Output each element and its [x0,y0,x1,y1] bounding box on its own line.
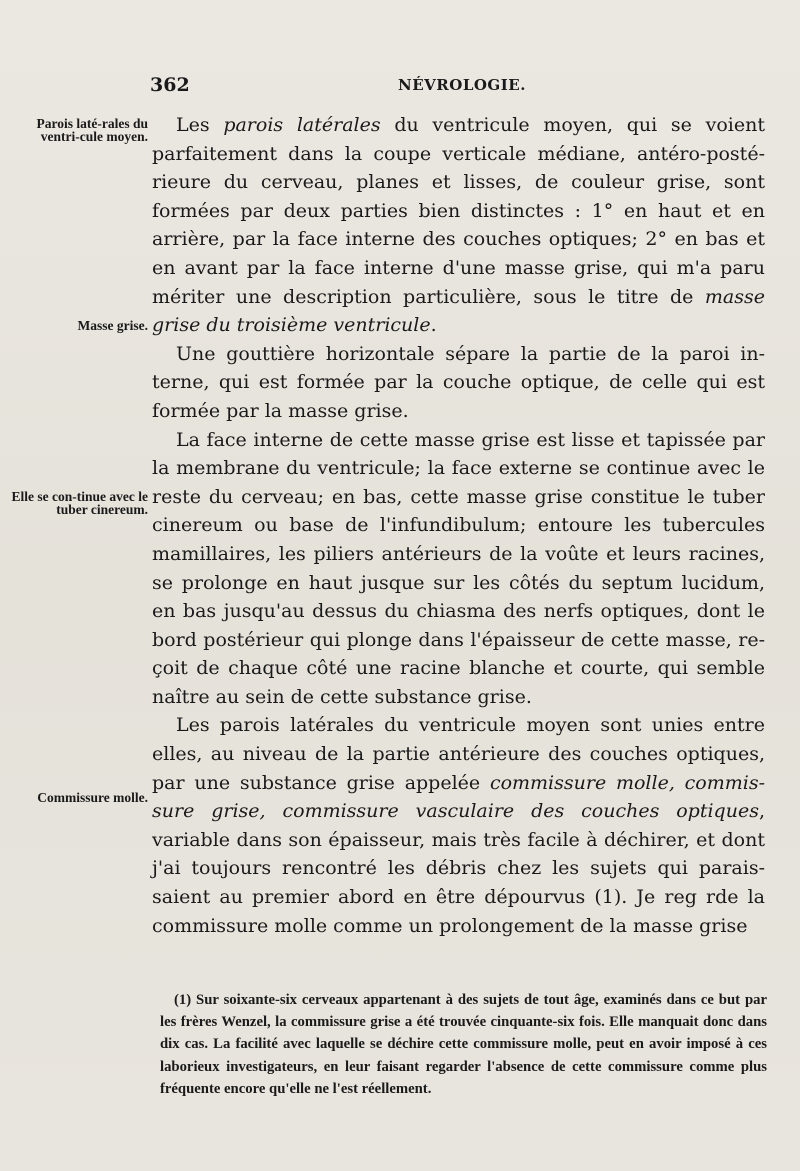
italic-term: masse grise du troisième ventricule [152,285,765,337]
footnote-text: (1) Sur soixante-six cerveaux appartenant à des sujets de tout âge, examinés dans ce but par les frères Wenzel, la commissure grise a été trouvée cinquante-six fois. Elle manquait donc dans dix cas. La facilité avec laquelle se déchire cette commissure molle, peut en avoir imposé à ces laborieux investigateurs, en leur faisant regarder l'absence de cette commissure comme plus fréquente encore qu'elle ne l'est réellement. [160,992,767,1097]
text-run: , variable dans son épaisseur, mais très facile à déchirer, et dont j'ai toujours rencontré les débris chez les sujets qui paraissaient au premier abord en être dépourvus (1). Je reg rde la commissure molle comme un prolongement de la masse grise [152,800,765,937]
paragraph-face-interne: La face interne de cette masse grise est lisse et tapissée par la membrane du ventricule; la face externe se continue avec le reste du cerveau; en bas, cette masse grise constitue le tuber cinereum ou base de l'infundibulum; entoure les tubercules mamillaires, les piliers antérieurs de la voûte et leurs racines, se prolonge en haut jusque sur les côtés du septum lucidum, en bas jusqu'au dessus du chiasma des nerfs optiques, dont le bord postérieur qui plonge dans l'épaisseur de cette masse, reçoit de chaque côté une racine blanche et courte, qui semble naître au sein de cette substance grise. [152,428,765,708]
footnote [160,989,767,1100]
text-run: du ventricule moyen, qui se voient parfaitement dans la coupe verticale médiane, antéro-postérieure du cerveau, planes et lisses, de couleur grise, sont formées par deux parties bien distinctes : 1° en haut et en arrière, par la face interne des couches optiques; 2° en bas et en avant par la face interne d'une masse grise, qui m'a paru mériter une description particulière, sous le titre de [152,114,765,308]
page-number: 362 [150,74,190,96]
paragraph-commissure [152,711,765,940]
text-run: . [430,314,437,337]
paragraph-parois [152,111,765,340]
text-run: Les parois latérales du ventricule moyen sont unies entre elles, au niveau de la partie antérieure des couches optiques, par une substance grise appelée [152,714,765,794]
margin-note-commissure-molle: Commissure molle. [37,790,148,805]
paragraph-gouttiere: Une gouttière horizontale sépare la partie de la paroi interne, qui est formée par la couche optique, de celle qui est formée par la masse grise. [152,342,765,422]
margin-note-masse-grise: Masse grise. [77,318,148,333]
italic-term: parois latérales [223,114,381,136]
main-text [152,111,765,940]
italic-term: commissure molle, commissure grise, commissure vasculaire des couches optiques [152,771,765,823]
text-run: Les [176,114,224,136]
margin-note-tuber-cinereum: Elle se con-tinue avec le tuber cinereum. [11,489,148,517]
running-head: NÉVROLOGIE. [398,76,526,94]
margin-note-parois: Parois laté-rales du ventri-cule moyen. [36,116,148,144]
page-header [150,74,770,102]
